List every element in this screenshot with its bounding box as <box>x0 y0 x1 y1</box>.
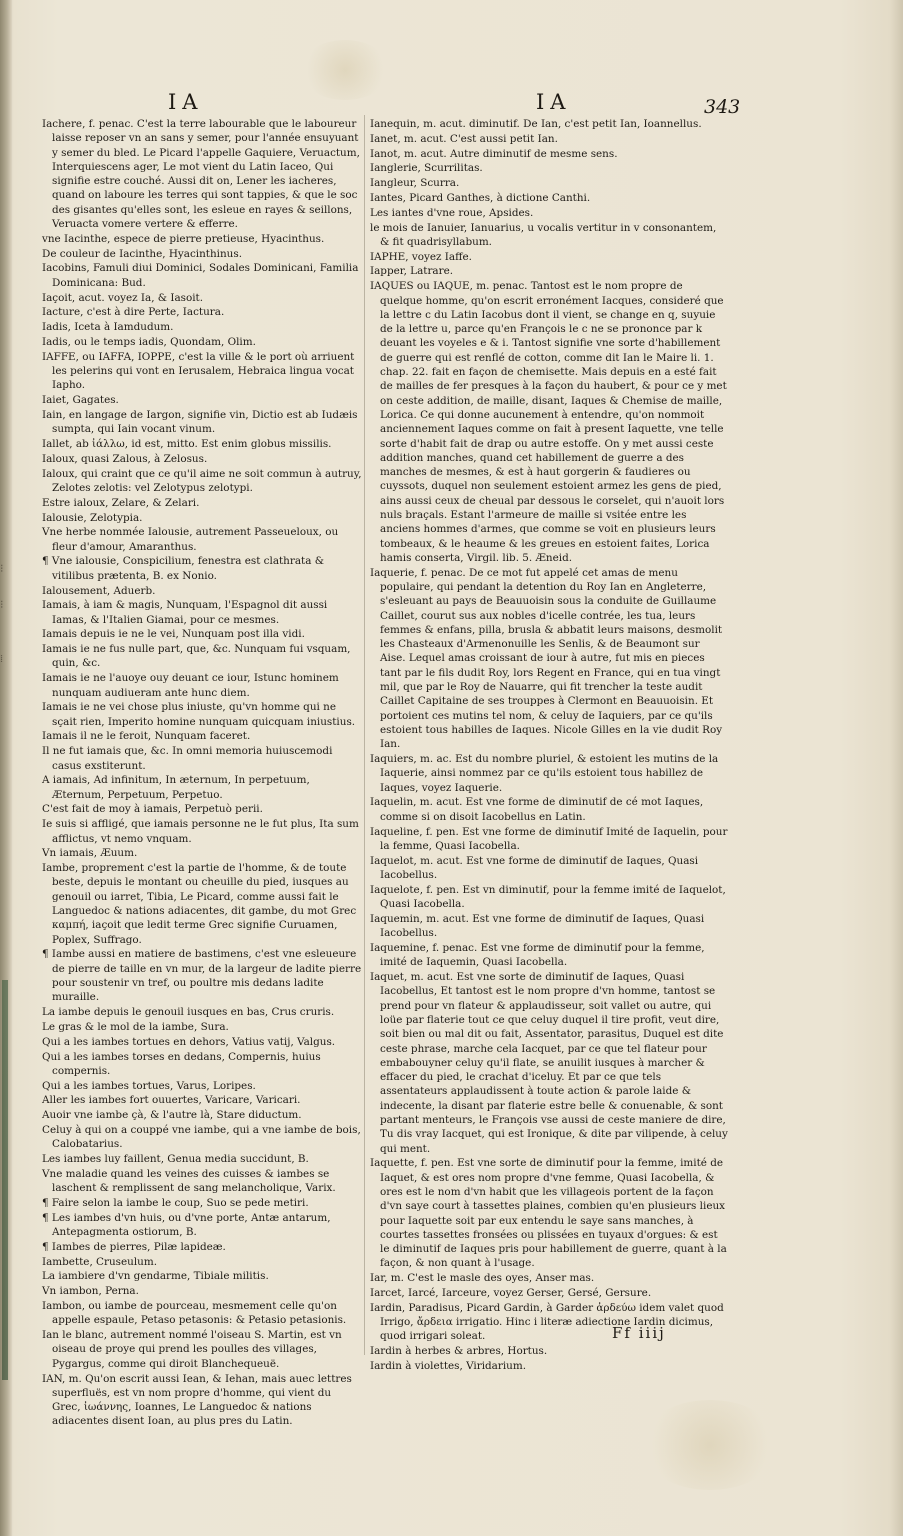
dictionary-entry: Iadis, ou le temps iadis, Quondam, Olim. <box>42 335 256 348</box>
dictionary-entry: Estre ialoux, Zelare, & Zelari. <box>42 496 200 509</box>
dictionary-entry: Iardin à herbes & arbres, Hortus. <box>370 1345 548 1358</box>
dictionary-entry: Ialousie, Zelotypia. <box>42 511 143 524</box>
dictionary-entry: Iamais depuis ie ne le vei, Nunquam post illa vidi. <box>42 628 305 641</box>
dictionary-entry: Iaquerie, f. penac. De ce mot fut appelé cet amas de menu populaire, qui pendant la detention du Roy Ian en Angleterre, s'esleuant au pays de Beauuoisin sous la conduite de Guillaume Caillet, courut sus aux nobles d'icelle contrée, les tua, leurs femmes & enfans, pilla, brusla & abbatit leurs maisons, desmolit les Chasteaux d'Armenonuille les Senlis, & de Beaumont sur Aise. Lequel amas croissant de iour à autre, fut mis en pieces tant par le fils dudit Roy, lors Regent en France, qui en tua vingt mil, que par le Roy de Nauarre, qui fit trencher la teste audit Caillet Capitaine de ses trouppes à Clermont en Beauuoisin. Et portoient ces mutins tel nom, & celuy de Iaquiers, par ce qu'ils estoient tous habilles de Iaques. Nicole Gilles en la vie dudit Roy Ian. <box>370 566 723 751</box>
dictionary-entry: Iardin à violettes, Viridarium. <box>370 1360 527 1373</box>
right-column <box>370 117 728 1374</box>
dictionary-entry: Ian le blanc, autrement nommé l'oiseau S. Martin, est vn oiseau de proye qui prend les poulles des villages, Pygargus, comme qui diroit Blanchequeuë. <box>42 1329 342 1370</box>
dictionary-entry: Vne maladie quand les veines des cuisses & iambes se laschent & remplissent de sang melancholique, Varix. <box>42 1167 336 1195</box>
dictionary-entry: Ie suis si affligé, que iamais personne ne le fut plus, Ita sum afflictus, vt nemo vnquam. <box>42 818 359 845</box>
dictionary-entry: Qui a les iambes tortues, Varus, Loripes. <box>42 1079 256 1092</box>
dictionary-entry: ¶ Faire selon la iambe le coup, Suo se pede metiri. <box>42 1196 309 1209</box>
dictionary-entry: Iachere, f. penac. C'est la terre labourable que le laboureur laisse reposer vn an sans y semer, pour l'année ensuyuant y semer du bled. Le Picard l'appelle Gaquiere, Veruactum, Interquiescens ager, Le mot vient du Latin Iaceo, Qui signifie estre couché. Aussi dit on, Lener les iacheres, quand on laboure les terres qui sont tappies, & que le soc des gisantes qu'elles sont, les esleue en rayes & seillons, Veruacta vomere vertere & efferre. <box>42 118 360 231</box>
dictionary-entry: Iallet, ab ἰάλλω, id est, mitto. Est enim globus missilis. <box>42 438 332 451</box>
dictionary-entry: Iadis, Iceta à Iamdudum. <box>42 321 174 334</box>
dictionary-entry: Iamais ie ne fus nulle part, que, &c. Nunquam fui vsquam, quin, &c. <box>42 643 351 670</box>
dictionary-entry: Ianet, m. acut. C'est aussi petit Ian. <box>370 132 558 145</box>
dictionary-entry: Les iantes d'vne roue, Apsides. <box>370 206 534 219</box>
dictionary-entry: Vn iamais, Æuum. <box>42 847 138 860</box>
dictionary-entry: Le gras & le mol de la iambe, Sura. <box>42 1020 229 1033</box>
dictionary-entry: Ianot, m. acut. Autre diminutif de mesme sens. <box>370 147 618 160</box>
dictionary-entry: Iaqueline, f. pen. Est vne forme de diminutif Imité de Iaquelin, pour la femme, Quasi Iacobella. <box>370 825 728 852</box>
dictionary-entry: Iardin, Paradisus, Picard Gardin, à Garder ἀρδεύω idem valet quod Irrigo, ἄρδεια irrigatio. Hinc i literæ adiectione Iardin dicimus, quod irrigari soleat. <box>370 1301 724 1343</box>
page-number: 343 <box>704 96 741 118</box>
dictionary-entry: Iaquiers, m. ac. Est du nombre pluriel, & estoient les mutins de la Iaquerie, ainsi nommez par ce qu'ils estoient tous habillez de Iaques, voyez Iaquerie. <box>370 753 719 794</box>
dictionary-entry: ¶ Vne ialousie, Conspicilium, fenestra est clathrata & vitilibus prætenta, B. ex Nonio. <box>42 555 324 582</box>
dictionary-entry: Iamais ie ne l'auoye ouy deuant ce iour, Istunc hominem nunquam audiueram ante hunc diem. <box>42 672 339 699</box>
dictionary-entry: Iangleur, Scurra. <box>370 177 460 190</box>
dictionary-entry: IAFFE, ou IAFFA, IOPPE, c'est la ville & le port où arriuent les pelerins qui vont en Ierusalem, Hebraica lingua vocat Iapho. <box>42 350 355 392</box>
dictionary-entry: La iambe depuis le genouil iusques en bas, Crus cruris. <box>42 1006 335 1019</box>
dictionary-entry: Iambette, Cruseulum. <box>42 1255 158 1268</box>
dictionary-entry: Iaquemine, f. penac. Est vne forme de diminutif pour la femme, imité de Iaquemin, Quasi Iacobella. <box>370 941 705 969</box>
dictionary-entry: Iamais ie ne vei chose plus iniuste, qu'vn homme qui ne sçait rien, Imperito homine nunquam quicquam iniustius. <box>42 701 356 728</box>
dictionary-entry: IAN, m. Qu'on escrit aussi Iean, & Iehan, mais auec lettres superfluës, est vn nom propre d'homme, qui vient du Grec, ἰωάννης, Ioannes, Le Languedoc & nations adiacentes disent Ioan, au plus pres du Latin. <box>42 1372 352 1428</box>
dictionary-entry: Qui a les iambes torses en dedans, Compernis, huius compernis. <box>42 1050 321 1077</box>
dictionary-entry: Iacture, c'est à dire Perte, Iactura. <box>42 306 225 319</box>
dictionary-entry: Les iambes luy faillent, Genua media succidunt, B. <box>42 1153 309 1166</box>
dictionary-entry: le mois de Ianuier, Ianuarius, u vocalis vertitur in v consonantem, & fit quadrisyllabum. <box>370 221 717 248</box>
dictionary-entry: Iaquelot, m. acut. Est vne forme de diminutif de Iaques, Quasi Iacobellus. <box>370 854 699 881</box>
running-head-right: IA <box>536 90 572 114</box>
dictionary-entry: vne Iacinthe, espece de pierre pretieuse, Hyacinthus. <box>42 232 325 245</box>
dictionary-entry: Iar, m. C'est le masle des oyes, Anser mas. <box>370 1272 595 1285</box>
signature-mark: Ff iiij <box>612 1324 666 1342</box>
dictionary-entry: Auoir vne iambe çà, & l'autre là, Stare diductum. <box>42 1109 302 1122</box>
dictionary-entry: Vn iambon, Perna. <box>42 1285 139 1298</box>
dictionary-entry: Iaçoit, acut. voyez Ia, & Iasoit. <box>42 291 204 304</box>
dictionary-entry: Qui a les iambes tortues en dehors, Vatius vatij, Valgus. <box>42 1035 336 1048</box>
dictionary-entry: IAQUES ou IAQUE, m. penac. Tantost est le nom propre de quelque homme, qu'on escrit erronément Iacques, consideré que la lettre c du Latin Iacobus dont il vient, se change en q, suyuie de la lettre u, parce qu'en François le c ne se prononce par k deuant les voyeles e & i. Tantost signifie vne sorte d'habillement de guerre qui est renflé de cotton, comme dit Ian le Maire li. 1. chap. 22. fait en façon de chemisette. Mais depuis en a esté fait de mailles de fer presques à la façon du haubert, & pour ce y met on ceste addition, de maille, disant, Iaques & Chemise de maille, Lorica. Ce qui donne aucunement à entendre, qu'on nommoit anciennement Iaques comme on fait à present Iaquette, vne telle sorte d'habit fait de drap ou autre estoffe. On y met aussi ceste addition manches, quand cet habillement de guerre a des manches de mesmes, & est à haut gorgerin & faudieres ou cuyssots, duquel non seulement estoient armez les gens de pied, ains aussi ceux de cheual par dessous le corselet, qui n'auoit lors nuls braçals. Estant l'armeure de maille si vsitée entre les anciens hommes d'armes, que comme se voit en plusieurs leurs tombeaux, & le heaume & les greues en estoient faites, Lorica hamis conserta, Virgil. lib. 5. Æneid. <box>370 280 727 564</box>
dictionary-entry: Iamais il ne le feroit, Nunquam faceret. <box>42 730 251 743</box>
dictionary-entry: A iamais, Ad infinitum, In æternum, In perpetuum, Æternum, Perpetuum, Perpetuo. <box>42 774 310 801</box>
running-head-left: IA <box>168 90 204 114</box>
dictionary-entry: Ialousement, Aduerb. <box>42 584 156 597</box>
dictionary-entry: Iamais, à iam & magis, Nunquam, l'Espagnol dit aussi Iamas, & l'Italien Giamai, pour ce mesmes. <box>42 599 328 626</box>
dictionary-entry: De couleur de Iacinthe, Hyacinthinus. <box>42 247 243 260</box>
dictionary-entry: Iacobins, Famuli diui Dominici, Sodales Dominicani, Familia Dominicana: Bud. <box>42 262 359 289</box>
margin-marks: ⁝ ⁝ ⁞ <box>0 562 4 665</box>
dictionary-entry: Ialoux, qui craint que ce qu'il aime ne soit commun à autruy, Zelotes zelotis: vel Zelotypus zelotypi. <box>42 467 362 494</box>
dictionary-entry: Iain, en langage de Iargon, signifie vin, Dictio est ab Iudæis sumpta, qui Iain vocant vinum. <box>42 408 358 436</box>
dictionary-entry: Iaquemin, m. acut. Est vne forme de diminutif de Iaques, Quasi Iacobellus. <box>370 912 705 940</box>
dictionary-entry: ¶ Iambes de pierres, Pilæ lapideæ. <box>42 1240 226 1253</box>
dictionary-entry: Iaiet, Gagates. <box>42 394 119 407</box>
dictionary-entry: Celuy à qui on a couppé vne iambe, qui a vne iambe de bois, Calobatarius. <box>42 1123 361 1151</box>
dictionary-entry: Aller les iambes fort ouuertes, Varicare, Varicari. <box>42 1094 301 1107</box>
dictionary-entry: Iambon, ou iambe de pourceau, mesmement celle qu'on appelle espaule, Petaso petasonis: & Petasio petasionis. <box>42 1300 347 1327</box>
dictionary-entry: Iapper, Latrare. <box>370 265 454 278</box>
dictionary-entry: Ianequin, m. acut. diminutif. De Ian, c'est petit Ian, Ioannellus. <box>370 118 702 130</box>
dictionary-entry: Iantes, Picard Ganthes, à dictione Canthi. <box>370 191 591 204</box>
dictionary-entry: Iaquette, f. pen. Est vne sorte de diminutif pour la femme, imité de Iaquet, & est ores nom propre d'vne femme, Quasi Iacobella, & ores est le nom d'vn habit que les villageois portent de la façon d'vn saye court à tassettes plaines, combien qu'en plusieurs lieux pour Iaquette soit par eux entendu le saye sans manches, à courtes tassettes fronsées ou plissées en tuyaux d'orgues: & est le diminutif de Iaques pris pour habillement de guerre, quant à la façon, & non quant à l'usage. <box>370 1157 727 1270</box>
dictionary-entry: Ialoux, quasi Zalous, à Zelosus. <box>42 452 208 465</box>
dictionary-entry: ¶ Les iambes d'vn huis, ou d'vne porte, Antæ antarum, Antepagmenta ostiorum, B. <box>42 1211 331 1239</box>
dictionary-entry: IAPHE, voyez Iaffe. <box>370 250 472 263</box>
left-column <box>42 117 362 1429</box>
column-rule <box>364 115 365 1355</box>
foxing-stain <box>300 40 390 100</box>
foxing-stain <box>640 1400 780 1490</box>
dictionary-entry: Vne herbe nommée Ialousie, autrement Passeueloux, ou fleur d'amour, Amaranthus. <box>42 526 339 553</box>
dictionary-entry: Iambe, proprement c'est la partie de l'homme, & de toute beste, depuis le montant ou cheuille du pied, iusques au genouil ou iarret, Tibia, Le Picard, comme aussi fait le Languedoc & nations adiacentes, dit gambe, du mot Grec καμπή, iaçoit que ledit terme Grec signifie Curuamen, Poplex, Suffrago. <box>42 862 357 946</box>
dictionary-entry: C'est fait de moy à iamais, Perpetuò perii. <box>42 803 263 816</box>
dictionary-entry: Il ne fut iamais que, &c. In omni memoria huiuscemodi casus exstiterunt. <box>42 745 333 772</box>
dictionary-entry: Iarcet, Iarcé, Iarceure, voyez Gerser, Gersé, Gersure. <box>370 1287 652 1300</box>
dictionary-entry: Iaquet, m. acut. Est vne sorte de diminutif de Iaques, Quasi Iacobellus, Et tantost est le nom propre d'vn homme, tantost se prend pour vn flateur & applaudisseur, soit vallet ou autre, qui loüe par flaterie tout ce que celuy duquel il tire profit, veut dire, soit bien ou mal dit ou fait, Assentator, parasitus, Duquel est dite ceste phrase, marche cela Iacquet, par ce que tel flateur pour embabouyner celuy qu'il flate, se anuilit iusques à marcher & effacer du pied, le crachat d'iceluy. Et par ce que tels assentateurs applaudissent à toute action & parole laide & indecente, la disant par flaterie estre belle & conuenable, & sont partant menteurs, le François vse aussi de ceste maniere de dire, Tu dis vray Iacquet, qui est Ironique, & dite par vilipende, à celuy qui ment. <box>370 971 728 1155</box>
dictionary-entry: La iambiere d'vn gendarme, Tibiale militis. <box>42 1270 269 1283</box>
dictionary-entry: Iaquelin, m. acut. Est vne forme de diminutif de cé mot Iaques, comme si on disoit Iacobellus en Latin. <box>370 796 704 823</box>
dictionary-entry: Ianglerie, Scurrilitas. <box>370 162 483 175</box>
dictionary-entry: Iaquelote, f. pen. Est vn diminutif, pour la femme imité de Iaquelot, Quasi Iacobella. <box>370 883 726 911</box>
dictionary-entry: ¶ Iambe aussi en matiere de bastimens, c'est vne esleueure de pierre de taille en vn mur, de la largeur de ladite pierre pour soustenir vn tref, ou poultre mis dedans ladite muraille. <box>42 948 362 1004</box>
